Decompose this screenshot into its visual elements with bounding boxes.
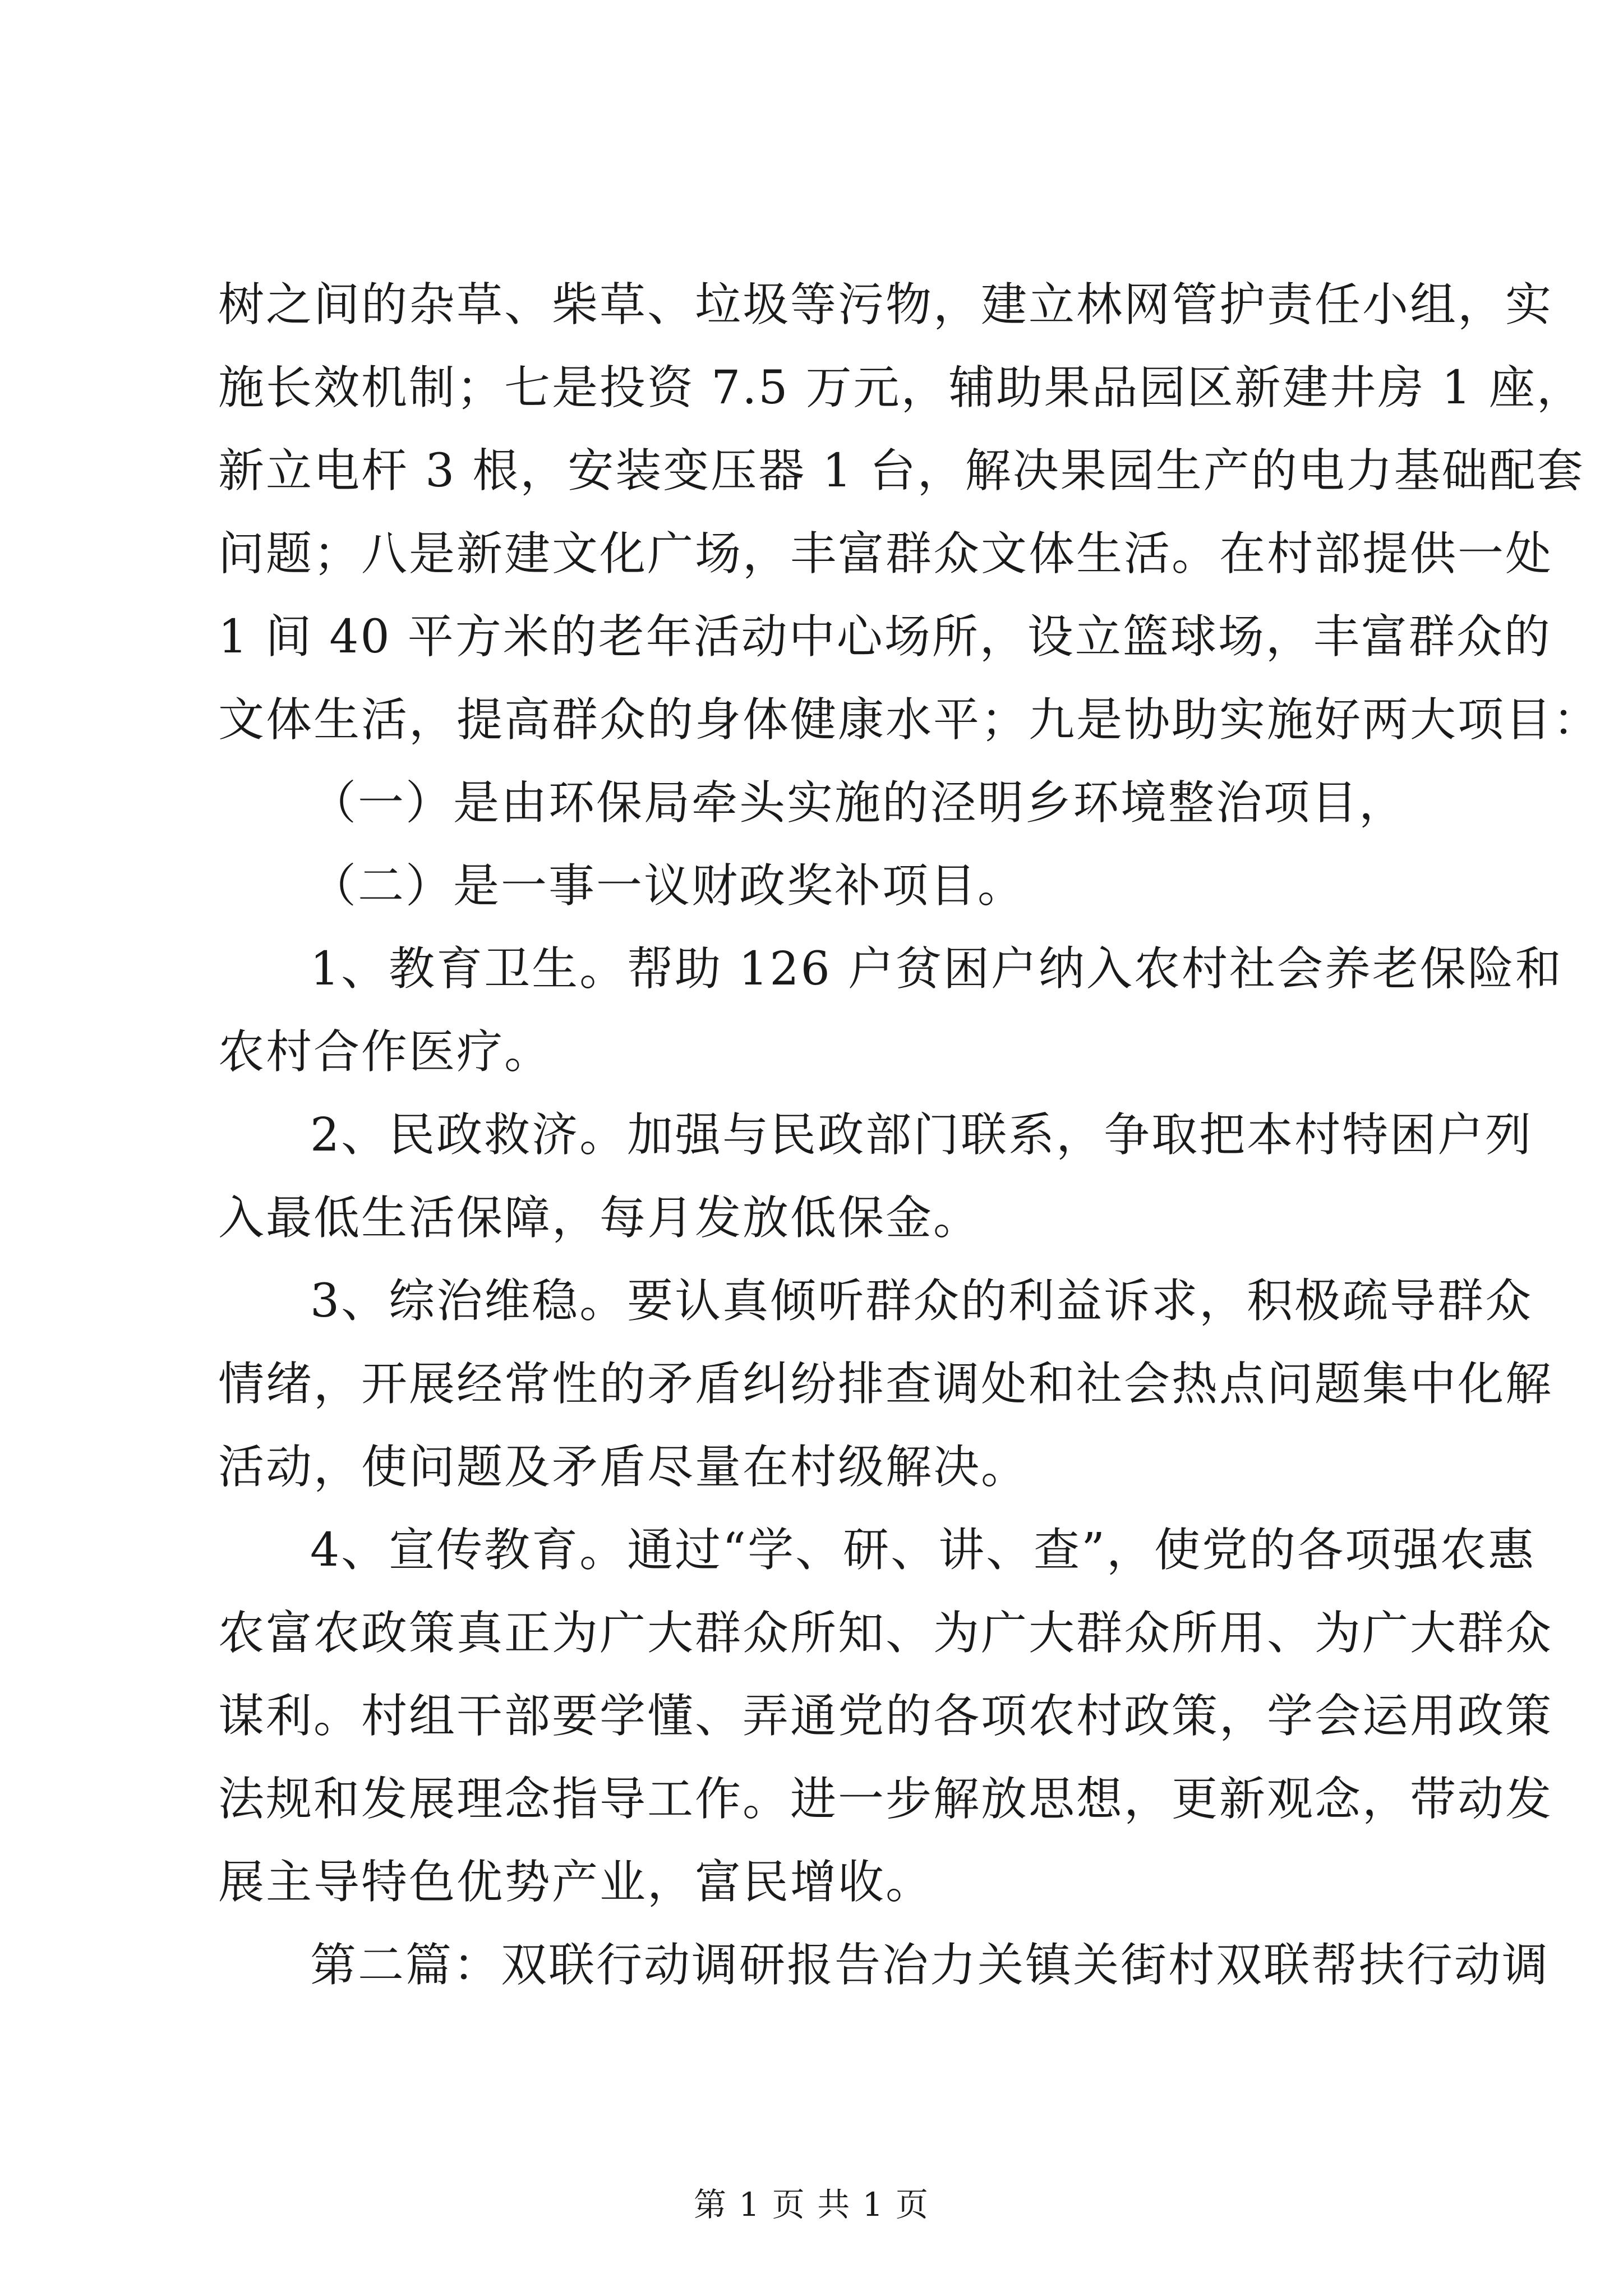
page-footer: 第 1 页 共 1 页 (694, 2185, 929, 2224)
text-line: 问题；八是新建文化广场，丰富群众文体生活。在村部提供一处 (218, 527, 1553, 581)
text-line: 谋利。村组干部要学懂、弄通党的各项农村政策，学会运用政策 (218, 1690, 1553, 1743)
text-line: 活动，使问题及矛盾尽量在村级解决。 (218, 1441, 1029, 1494)
text-line: 情绪，开展经常性的矛盾纠纷排查调处和社会热点问题集中化解 (218, 1358, 1553, 1411)
text-line: 新立电杆 3 根，安装变压器 1 台，解决果园生产的电力基础配套 (218, 444, 1585, 498)
text-line: 施长效机制；七是投资 7.5 万元，辅助果品园区新建井房 1 座， (218, 361, 1584, 415)
text-line: 农富农政策真正为广大群众所知、为广大群众所用、为广大群众 (218, 1607, 1553, 1660)
text-line: 2、民政救济。加强与民政部门联系，争取把本村特困户列 (310, 1108, 1533, 1162)
text-line: 展主导特色优势产业，富民增收。 (218, 1856, 934, 1909)
text-line: 树之间的杂草、柴草、垃圾等污物，建立林网管护责任小组，实 (218, 278, 1553, 332)
text-line: 法规和发展理念指导工作。进一步解放思想，更新观念，带动发 (218, 1773, 1553, 1826)
text-line: 3、综治维稳。要认真倾听群众的利益诉求，积极疏导群众 (310, 1274, 1533, 1328)
text-line: 第二篇：双联行动调研报告冶力关镇关街村双联帮扶行动调 (310, 1939, 1550, 1992)
text-line: 1 间 40 平方米的老年活动中心场所，设立篮球场，丰富群众的 (218, 610, 1552, 664)
text-line: 1、教育卫生。帮助 126 户贫困户纳入农村社会养老保险和 (310, 942, 1563, 996)
text-line: （二）是一事一议财政奖补项目。 (310, 859, 1026, 913)
text-line: 4、宣传教育。通过“学、研、讲、查”，使党的各项强农惠 (310, 1524, 1536, 1577)
text-line: 文体生活，提高群众的身体健康水平；九是协助实施好两大项目： (218, 693, 1601, 747)
text-line: 农村合作医疗。 (218, 1025, 552, 1079)
text-line: （一）是由环保局牵头实施的泾明乡环境整治项目， (310, 776, 1407, 830)
document-body (218, 264, 1601, 2007)
text-line: 入最低生活保障，每月发放低保金。 (218, 1191, 981, 1245)
